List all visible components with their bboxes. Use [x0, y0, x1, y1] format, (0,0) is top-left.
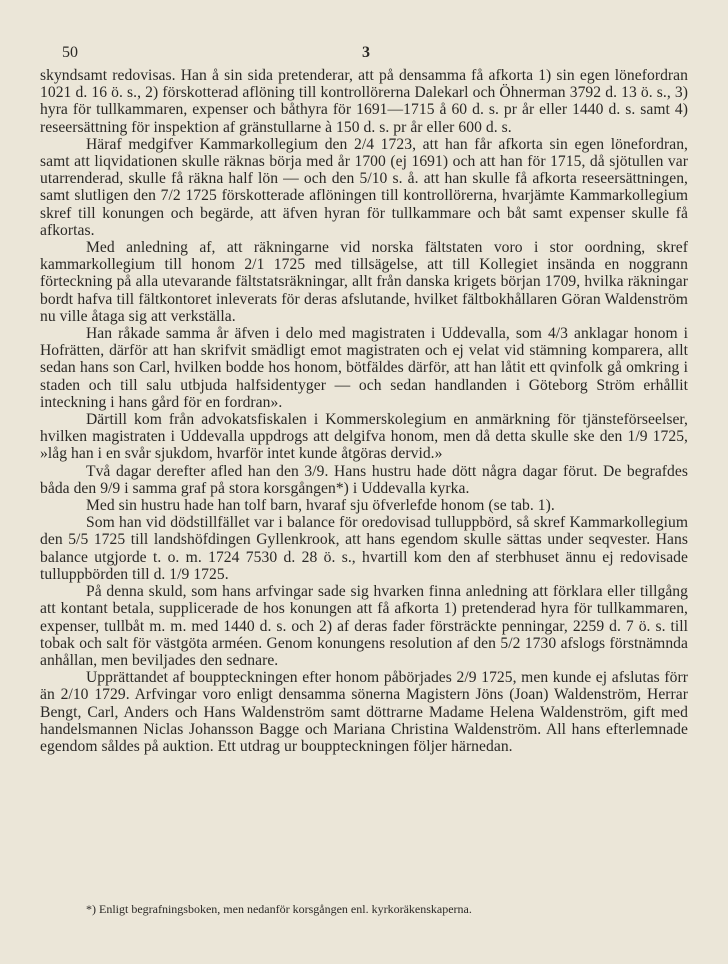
page-number: 50 [62, 44, 78, 61]
footnote: *) Enligt begrafningsboken, men nedanför korsgången enl. kyrkoräkenskaperna. [86, 902, 472, 916]
paragraph-uddevalla-dispute: Han råkade samma år äfven i delo med magistraten i Uddevalla, som 4/3 anklagar honom i Hofrätten, därför att han skrifvit smädligt emot magistraten och ej velat vid stämning komparera, allt sedan hans son Carl, hvilken bodde hos honom, bötfäldes därför, att han låtit ett qvinfolk gå omkring i staden och till salu utbjuda halfsidentyger — och sedan handlanden i Göteborg Ström erhållit inteckning i hans gård för en fordran». [40, 325, 688, 411]
paragraph-advocate-fiscal: Därtill kom från advokatsfiskalen i Kommerskolegium en anmärkning för tjänsteförseelser, hvilken magistraten i Uddevalla uppdrogs att delgifva honom, men då detta skulle ske den 1/9 1725, »låg han i en svår sjukdom, hvarför intet kunde åtgöras dervid.» [40, 411, 688, 463]
paragraph-estate-inventory: Upprättandet af bouppteckningen efter honom påbörjades 2/9 1725, men kunde ej afslutas förr än 2/10 1729. Arfvingar voro enligt densamma sönerna Magistern Jöns (Joan) Waldenström, Herrar Bengt, Carl, Anders och Hans Waldenström samt döttrarne Madame Helena Waldenström, gift med handelsmannen Niclas Johansson Bagge och Mariana Christina Waldenström. All hans efterlemnade egendom såldes på auktion. Ett utdrag ur bouppteckningen följer härnedan. [40, 669, 688, 755]
signature-mark: 3 [362, 44, 370, 61]
paragraph-kammarkollegium-ruling: Häraf medgifver Kammarkollegium den 2/4 1723, att han får afkorta sin egen lönefordran, samt att liqvidationen skulle räknas börja med år 1700 (ej 1691) och att han för 1715, då sjötullen var utarrenderad, skulle få räkna half lön — och den 5/10 s. å. att han skulle få afkorta reseersättningen, samt slutligen den 7/2 1725 förskotterade aflöningen till kontrollörerna, hvarjämte Kammarkollegium skref till konungen och begärde, att äfven hyran för tullkammare och båt samt expenser skulle få afkortas. [40, 135, 688, 239]
paragraph-heirs-petition: På denna skuld, som hans arfvingar sade sig hvarken finna anledning att förklara eller tillgång att kontant betala, supplicerade de hos konungen att få afkorta 1) pretenderad hyra för tullkammaren, expenser, tullbåt m. m. med 1440 d. s. och 2) af deras fader försträckte penningar, 2259 d. 7 ö. s. till tobak och salt för västgöta arméen. Genom konungens resolution af den 5/2 1730 afslogs förstnämnda anhållan, men beviljades den sednare. [40, 583, 688, 669]
paragraph-norwegian-field-accounts: Med anledning af, att räkningarne vid norska fältstaten voro i stor oordning, skref kammarkollegium till honom 2/1 1725 med tillsägelse, att till Kollegiet insända en noggrann förteckning på alla utevarande fältstatsräkningar, allt från danska krigets början 1709, hvilka räkningar bordt hafva till fältkontoret inleverats för deras afslutande, hvilket fältbokhållaren Göran Waldenström nu ville åtaga sig att verkställa. [40, 239, 688, 325]
paragraph-children: Med sin hustru hade han tolf barn, hvaraf sju öfverlefde honom (se tab. 1). [86, 497, 555, 515]
paragraph-sequestration: Som han vid dödstillfället var i balance för oredovisad tulluppbörd, så skref Kammarkollegium den 5/5 1725 till landshöfdingen Gyllenkrook, att hans egendom skulle sättas under seqvester. Hans balance utgjorde t. o. m. 1724 7530 d. 28 ö. s., hvartill kom den af sterbhuset ännu ej redovisade tulluppbörden till d. 1/9 1725. [40, 514, 688, 583]
running-head [40, 41, 688, 63]
paragraph-death-and-burial: Två dagar derefter afled han den 3/9. Hans hustru hade dött några dagar förut. De begrafdes båda den 9/9 i samma graf på stora korsgången*) i Uddevalla kyrka. [40, 462, 688, 497]
body-text [40, 67, 688, 755]
paragraph-intro: skyndsamt redovisas. Han å sin sida pretenderar, att på densamma få afkorta 1) sin egen lönefordran 1021 d. 16 ö. s., 2) förskotterad aflöning till kontrollörerna Dalekarl och Öhnerman 3792 d. 13 ö. s., 3) hyra för tullkammaren, expenser och båthyra för 1691—1715 å 60 d. s. pr år eller 1440 d. s. samt 4) reseersättning för inspektion af gränstullarne à 150 d. s. pr år eller 600 d. s. [40, 67, 688, 136]
